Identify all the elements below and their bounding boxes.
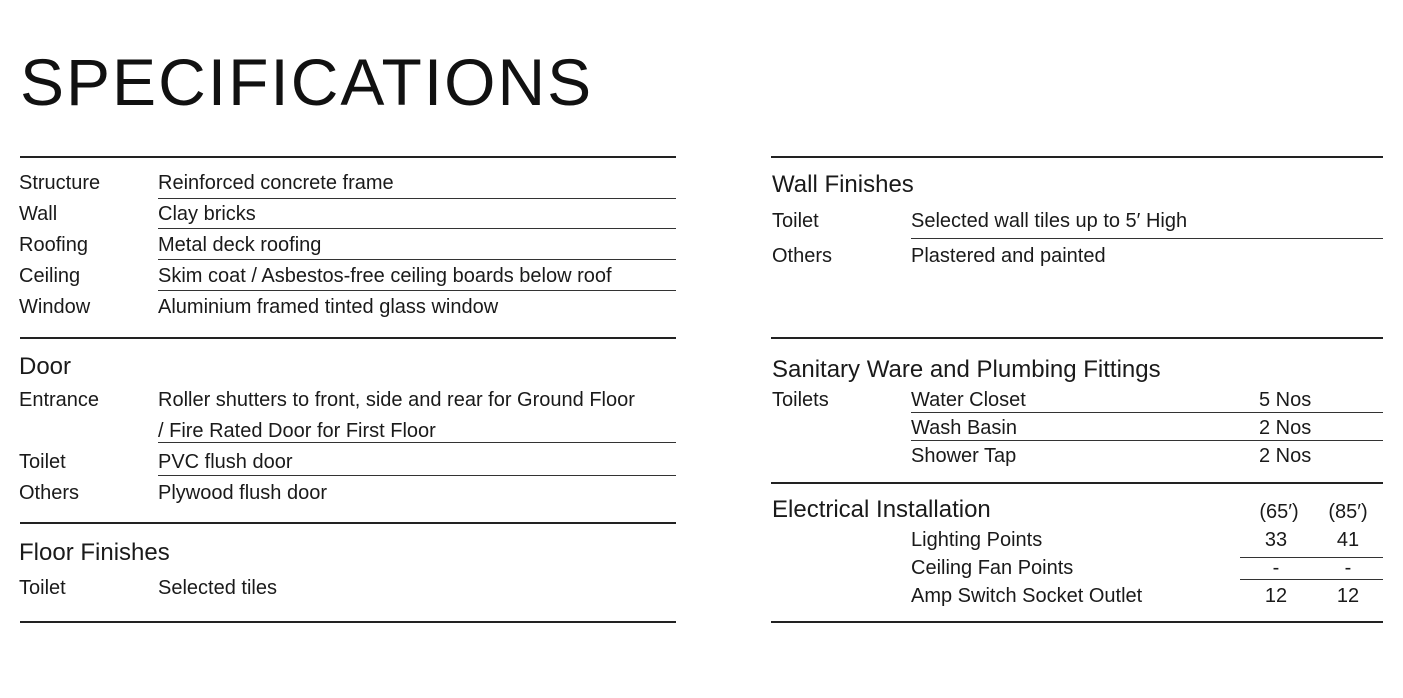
section-divider — [20, 621, 676, 623]
section-heading-wall-finishes: Wall Finishes — [772, 171, 914, 198]
row-underline — [1240, 579, 1383, 580]
door-value-others: Plywood flush door — [158, 482, 327, 504]
row-underline — [158, 290, 676, 291]
section-divider — [20, 156, 676, 158]
section-divider — [20, 337, 676, 339]
spec-label-window: Window — [19, 296, 91, 318]
door-value-entrance-line2: / Fire Rated Door for First Floor — [158, 420, 436, 442]
electrical-item-socket: Amp Switch Socket Outlet — [911, 585, 1143, 607]
electrical-col-header-85: (85′) — [1328, 501, 1368, 523]
sanitary-item-water-closet: Water Closet — [911, 389, 1026, 411]
electrical-item-lighting: Lighting Points — [911, 529, 1043, 551]
sanitary-group-label: Toilets — [772, 389, 829, 411]
section-divider — [20, 522, 676, 524]
floor-value-toilet: Selected tiles — [158, 577, 277, 599]
electrical-v1-lighting: 33 — [1264, 529, 1288, 551]
section-divider — [771, 337, 1383, 339]
spec-label-roofing: Roofing — [19, 234, 88, 256]
section-heading-floor-finishes: Floor Finishes — [19, 539, 170, 566]
row-underline — [911, 238, 1383, 239]
electrical-v2-socket: 12 — [1336, 585, 1360, 607]
electrical-v2-ceiling-fan: - — [1344, 557, 1352, 579]
sanitary-qty-wash-basin: 2 Nos — [1259, 417, 1312, 439]
wall-value-others: Plastered and painted — [911, 245, 1106, 267]
electrical-v1-ceiling-fan: - — [1272, 557, 1280, 579]
sanitary-item-wash-basin: Wash Basin — [911, 417, 1017, 439]
floor-label-toilet: Toilet — [19, 577, 66, 599]
spec-value-ceiling: Skim coat / Asbestos-free ceiling boards below roof — [158, 265, 612, 287]
door-label-toilet: Toilet — [19, 451, 66, 473]
sanitary-item-shower-tap: Shower Tap — [911, 445, 1017, 467]
spec-label-ceiling: Ceiling — [19, 265, 81, 287]
sanitary-qty-water-closet: 5 Nos — [1259, 389, 1312, 411]
row-underline — [158, 228, 676, 229]
spec-value-structure: Reinforced concrete frame — [158, 172, 394, 194]
door-label-entrance: Entrance — [19, 389, 100, 411]
electrical-v1-socket: 12 — [1264, 585, 1288, 607]
sanitary-qty-shower-tap: 2 Nos — [1259, 445, 1312, 467]
section-divider — [771, 621, 1383, 623]
electrical-col-header-65: (65′) — [1259, 501, 1299, 523]
row-underline — [158, 259, 676, 260]
spec-value-window: Aluminium framed tinted glass window — [158, 296, 499, 318]
row-underline — [911, 440, 1383, 441]
spec-value-roofing: Metal deck roofing — [158, 234, 322, 256]
door-value-entrance: Roller shutters to front, side and rear for Ground Floor — [158, 389, 635, 411]
row-underline — [911, 412, 1383, 413]
door-label-others: Others — [19, 482, 80, 504]
section-divider — [771, 482, 1383, 484]
row-underline — [158, 198, 676, 199]
spec-label-wall: Wall — [19, 203, 58, 225]
page-title: SPECIFICATIONS — [20, 45, 594, 119]
row-underline — [158, 475, 676, 476]
spec-label-structure: Structure — [19, 172, 101, 194]
electrical-v2-lighting: 41 — [1336, 529, 1360, 551]
section-divider — [771, 156, 1383, 158]
wall-label-others: Others — [772, 245, 833, 267]
section-heading-sanitary: Sanitary Ware and Plumbing Fittings — [772, 356, 1161, 383]
section-heading-door: Door — [19, 353, 72, 380]
door-value-toilet: PVC flush door — [158, 451, 293, 473]
wall-value-toilet: Selected wall tiles up to 5′ High — [911, 210, 1188, 232]
spec-value-wall: Clay bricks — [158, 203, 256, 225]
row-underline — [158, 442, 676, 443]
electrical-item-ceiling-fan: Ceiling Fan Points — [911, 557, 1074, 579]
section-heading-electrical: Electrical Installation — [772, 496, 991, 523]
wall-label-toilet: Toilet — [772, 210, 819, 232]
